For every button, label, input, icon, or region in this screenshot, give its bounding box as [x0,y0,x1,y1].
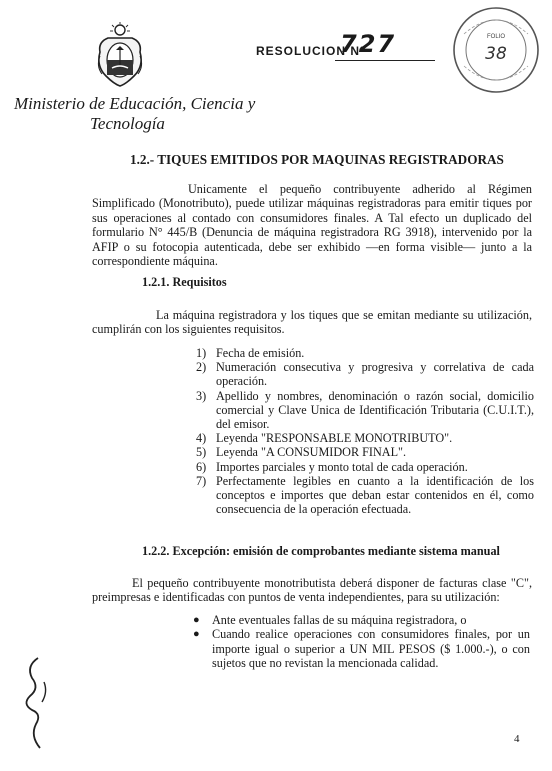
resolucion-underline [335,60,435,61]
ministry-line-1: Ministerio de Educación, Ciencia y [14,94,256,113]
exception-bullet-list [190,613,530,671]
section-1-2-1-heading: 1.2.1. Requisitos [142,275,227,289]
list-item: 2) Numeración consecutiva y progresiva y correlativa de cada operación. [196,360,534,389]
list-item: 1) Fecha de emisión. [196,346,305,360]
resolucion-label: RESOLUCION Nº [256,44,366,58]
bullet-icon: ● [193,628,200,641]
list-item: 6) Importes parciales y monto total de cada operación. [196,459,468,474]
section-1-2-1-paragraph: La máquina registradora y los tiques que se emitan mediante su utilización, cumplirán con los siguientes requisitos. [92,308,532,337]
folio-number: 38 [485,44,507,64]
list-item: 4) Leyenda "RESPONSABLE MONOTRIBUTO". [196,431,453,446]
ministry-letterhead [14,94,274,134]
bullet-icon: ● [193,614,200,626]
section-1-2-paragraph: Unicamente el pequeño contribuyente adherido al Régimen Simplificado (Monotributo), puede utilizar máquinas registradoras para emitir tiques por sus operaciones al contado con consumidores finales. A Tal efecto un duplicado del formulario N° 445/B (Denuncia de máquina registradora RG 3918), intervenido por la AFIP o su fotocopia autenticada, debe ser exhibido —en forma visible— junto a la correspondiente máquina. [92,182,532,269]
list-item: ● Ante eventuales fallas de su máquina registradora, o [193,613,467,627]
list-item: 7) Perfectamente legibles en cuanto a la identificación de los conceptos e importes que deban estar contenidos en él, como consecuencia de la operación efectuada. [196,473,534,517]
list-item: 3) Apellido y nombres, denominación o razón social, domicilio comercial y Clave Unica de Identificación Tributaria (C.U.I.T.), del emisor. [196,388,534,432]
requirements-list [196,346,534,516]
handwritten-signature [18,652,58,752]
coat-of-arms-crest [94,22,146,88]
list-item: ● Cuando realice operaciones con consumidores finales, por un importe igual o superior a UN MIL PESOS ($ 1.000.-), o con sujetos que no revistan la mencionada calidad. [193,627,530,671]
list-item: 5) Leyenda "A CONSUMIDOR FINAL". [196,445,407,460]
resolucion-number: 727 [340,30,397,58]
folio-stamp [450,4,542,96]
section-1-2-heading: 1.2.- TIQUES EMITIDOS POR MAQUINAS REGISTRADORAS [130,152,504,167]
page-number: 4 [514,733,520,745]
folio-label: FOLIO [486,34,506,40]
section-1-2-2-heading: 1.2.2. Excepción: emisión de comprobantes mediante sistema manual [142,544,500,558]
ministry-line-2: Tecnología [90,114,165,133]
section-1-2-2-paragraph: El pequeño contribuyente monotributista deberá disponer de facturas clase "C", preimpresas e identificadas con puntos de venta independientes, para su utilización: [92,576,532,605]
